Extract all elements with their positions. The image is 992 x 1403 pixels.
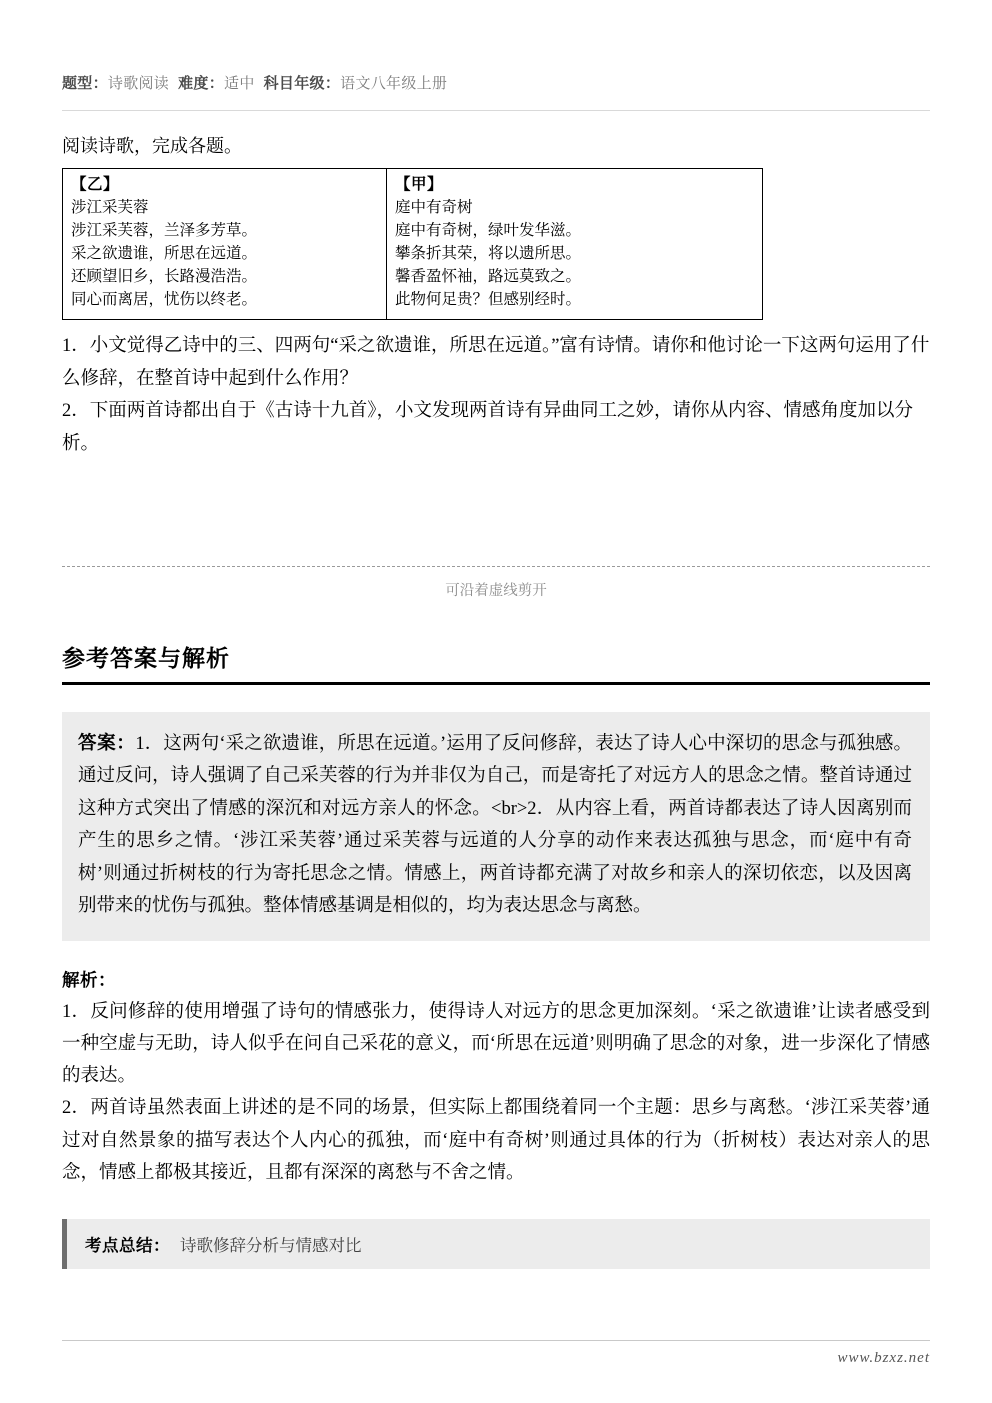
answer-section <box>62 640 930 1269</box>
poem-line: 同心而离居，忧伤以终老。 <box>71 290 258 308</box>
meta-difficulty-label: 难度： <box>178 76 225 92</box>
poem-line: 还顾望旧乡，长路漫浩浩。 <box>71 267 258 285</box>
meta-type-label: 题型： <box>62 76 108 92</box>
cut-instruction-label: 可沿着虚线剪开 <box>445 583 547 599</box>
page-footer <box>62 1340 930 1367</box>
poem-line: 馨香盈怀袖，路远莫致之。 <box>395 267 582 285</box>
poem-line: 涉江采芙蓉，兰泽多芳草。 <box>71 221 258 239</box>
keypoint-value: 诗歌修辞分析与情感对比 <box>180 1236 362 1255</box>
poem-line: 此物何足贵？但感别经时。 <box>395 290 582 308</box>
footer-divider <box>62 1340 930 1341</box>
dashed-cut-line <box>62 566 930 567</box>
header-divider <box>62 110 930 111</box>
poem-title-jia: 庭中有奇树 <box>395 198 473 216</box>
answer-body-text: 1．这两句‘采之欲遗谁，所思在远道。’运用了反问修辞，表达了诗人心中深切的思念与孤独感。通过反问，诗人强调了自己采芙蓉的行为并非仅为自己，而是寄托了对远方人的思念之情。整首诗通过这种方式突出了情感的深沉和对远方亲人的怀念。<br>2．从内容上看，两首诗都表达了诗人因离别而产生的思乡之情。‘涉江采芙蓉’通过采芙蓉与远道的人分享的动作来表达孤独与思念，而‘庭中有奇树’则通过折树枝的行为寄托思念之情。情感上，两首诗都充满了对故乡和亲人的深切依恋，以及因离别带来的忧伤与孤独。整体情感基调是相似的，均为表达思念与离愁。 <box>78 733 912 917</box>
analysis-body <box>62 996 930 1189</box>
poem-cell-jia <box>387 169 763 320</box>
answer-label: 答案： <box>78 731 136 753</box>
meta-type-value: 诗歌阅读 <box>107 76 170 92</box>
answer-section-divider <box>62 682 930 685</box>
table-row <box>63 169 763 320</box>
poem-tag-yi: 【乙】 <box>71 176 120 193</box>
question-list <box>62 330 930 462</box>
footer-watermark-url: www.bzxz.net <box>837 1350 930 1366</box>
answer-content-box <box>62 712 930 941</box>
poem-line: 采之欲遗谁，所思在远道。 <box>71 244 258 262</box>
keypoint-label: 考点总结： <box>85 1237 170 1255</box>
cut-separator-zone <box>62 566 930 600</box>
question-meta-header <box>62 0 930 93</box>
poem-line: 攀条折其荣，将以遗所思。 <box>395 244 582 262</box>
answer-section-title: 参考答案与解析 <box>62 645 230 671</box>
meta-subject-label: 科目年级： <box>263 76 341 92</box>
poem-tag-jia: 【甲】 <box>395 176 444 193</box>
question-item-1: 1．小文觉得乙诗中的三、四两句“采之欲遗谁，所思在远道。”富有诗情。请你和他讨论一下这两句运用了什么修辞，在整首诗中起到什么作用？ <box>62 335 930 389</box>
analysis-paragraph-1: 1．反问修辞的使用增强了诗句的情感张力，使得诗人对远方的思念更加深刻。‘采之欲遗谁’让读者感受到一种空虚与无助，诗人似乎在问自己采花的意义，而‘所思在远道’则明确了思念的对象，进一步深化了情感的表达。 <box>62 1001 930 1087</box>
meta-difficulty-value: 适中 <box>224 76 255 92</box>
analysis-block <box>62 967 930 1189</box>
poem-line: 庭中有奇树，绿叶发华滋。 <box>395 221 582 239</box>
keypoint-summary-box <box>62 1219 930 1269</box>
question-item-2: 2．下面两首诗都出自于《古诗十九首》，小文发现两首诗有异曲同工之妙，请你从内容、情感角度加以分析。 <box>62 401 914 455</box>
poem-comparison-table <box>62 168 763 320</box>
analysis-paragraph-2: 2．两首诗虽然表面上讲述的是不同的场景，但实际上都围绕着同一个主题：思乡与离愁。‘涉江采芙蓉’通过对自然景象的描写表达个人内心的孤独，而‘庭中有奇树’则通过具体的行为（折树枝）表达对亲人的思念，情感上都极其接近，且都有深深的离愁与不舍之情。 <box>62 1098 930 1183</box>
poem-title-yi: 涉江采芙蓉 <box>71 198 149 216</box>
meta-subject-value: 语文八年级上册 <box>340 76 448 92</box>
analysis-label: 解析： <box>62 969 116 990</box>
reading-prompt: 阅读诗歌，完成各题。 <box>62 136 242 156</box>
poem-cell-yi <box>63 169 387 320</box>
